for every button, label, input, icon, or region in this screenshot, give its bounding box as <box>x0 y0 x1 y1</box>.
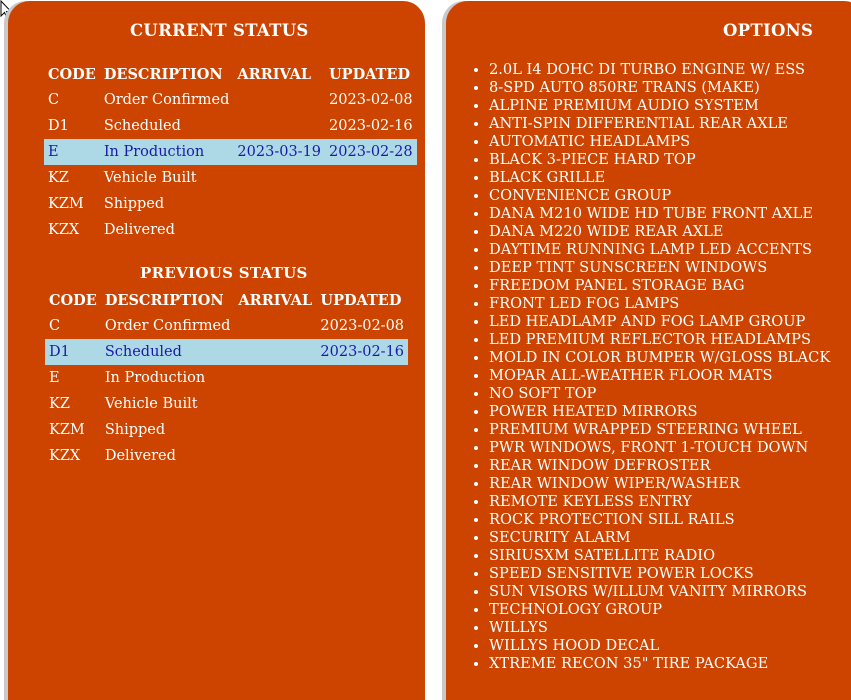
list-item: • FRONT LED FOG LAMPS <box>489 295 830 313</box>
cell-code: KZX <box>48 222 80 238</box>
list-item: • ANTI-SPIN DIFFERENTIAL REAR AXLE <box>489 115 830 133</box>
table-row[interactable] <box>44 165 417 191</box>
cell-updated: 2023-02-08 <box>320 318 405 334</box>
cell-arrival <box>234 417 316 443</box>
cell-code: D1 <box>48 118 69 134</box>
cell-arrival <box>234 391 316 417</box>
table-row-selected[interactable] <box>45 339 408 365</box>
table-row[interactable] <box>44 217 417 243</box>
cell-code: KZ <box>48 170 69 186</box>
cell-description: Vehicle Built <box>103 170 197 186</box>
list-item: • TECHNOLOGY GROUP <box>489 601 830 619</box>
cell-updated <box>316 443 408 469</box>
list-item: • DEEP TINT SUNSCREEN WINDOWS <box>489 259 830 277</box>
cell-description: Vehicle Built <box>104 396 198 412</box>
cell-updated <box>325 191 417 217</box>
cell-arrival <box>233 217 325 243</box>
list-item: • LED PREMIUM REFLECTOR HEADLAMPS <box>489 331 830 349</box>
cell-updated: 2023-02-28 <box>325 139 417 165</box>
cell-updated: 2023-02-16 <box>329 118 413 134</box>
status-panel <box>8 1 425 700</box>
cell-arrival <box>233 87 325 113</box>
list-item: • DAYTIME RUNNING LAMP LED ACCENTS <box>489 241 830 259</box>
cell-description: Scheduled <box>103 118 181 134</box>
cell-arrival <box>234 443 316 469</box>
list-item: • 8-SPD AUTO 850RE TRANS (MAKE) <box>489 79 830 97</box>
list-item: • XTREME RECON 35" TIRE PACKAGE <box>489 655 830 673</box>
cell-arrival <box>234 339 316 365</box>
list-item: • WILLYS <box>489 619 830 637</box>
list-item: • NO SOFT TOP <box>489 385 830 403</box>
table-row[interactable] <box>44 191 417 217</box>
cell-code: D1 <box>45 339 101 365</box>
cell-code: C <box>48 92 60 108</box>
table-row[interactable] <box>44 87 417 113</box>
list-item: • LED HEADLAMP AND FOG LAMP GROUP <box>489 313 830 331</box>
table-row[interactable] <box>45 391 408 417</box>
cell-description: Delivered <box>104 448 176 464</box>
cell-code: C <box>49 318 61 334</box>
previous-status-title: PREVIOUS STATUS <box>140 264 308 282</box>
header-description: DESCRIPTION <box>104 291 224 309</box>
cell-arrival <box>233 191 325 217</box>
header-updated: UPDATED <box>320 291 402 309</box>
cell-code: KZM <box>49 422 85 438</box>
cell-arrival <box>234 313 316 339</box>
cell-arrival: 2023-03-19 <box>233 139 325 165</box>
table-row[interactable] <box>44 113 417 139</box>
cell-code: E <box>44 139 100 165</box>
cell-arrival <box>233 165 325 191</box>
cell-updated <box>316 391 408 417</box>
table-row-selected[interactable] <box>44 139 417 165</box>
list-item: • AUTOMATIC HEADLAMPS <box>489 133 830 151</box>
list-item: • 2.0L I4 DOHC DI TURBO ENGINE W/ ESS <box>489 61 830 79</box>
table-row[interactable] <box>45 365 408 391</box>
table-header-row <box>44 61 417 87</box>
list-item: • DANA M210 WIDE HD TUBE FRONT AXLE <box>489 205 830 223</box>
cell-code: KZM <box>48 196 84 212</box>
table-row[interactable] <box>45 443 408 469</box>
list-item: • SPEED SENSITIVE POWER LOCKS <box>489 565 830 583</box>
cell-code: KZ <box>49 396 70 412</box>
cell-description: Shipped <box>103 196 165 212</box>
list-item: • REAR WINDOW WIPER/WASHER <box>489 475 830 493</box>
cell-description: Shipped <box>104 422 166 438</box>
cell-updated <box>316 417 408 443</box>
list-item: • SECURITY ALARM <box>489 529 830 547</box>
table-row[interactable] <box>45 417 408 443</box>
cell-description: Delivered <box>103 222 175 238</box>
list-item: • MOPAR ALL-WEATHER FLOOR MATS <box>489 367 830 385</box>
cell-description: Scheduled <box>101 339 235 365</box>
current-status-title: CURRENT STATUS <box>130 21 309 40</box>
header-code: CODE <box>48 65 96 83</box>
header-arrival: ARRIVAL <box>238 291 313 309</box>
table-header-row <box>45 287 408 313</box>
list-item: • PREMIUM WRAPPED STEERING WHEEL <box>489 421 830 439</box>
cell-arrival <box>234 365 316 391</box>
list-item: • PWR WINDOWS, FRONT 1-TOUCH DOWN <box>489 439 830 457</box>
header-updated: UPDATED <box>329 65 411 83</box>
cell-code: KZX <box>49 448 81 464</box>
cell-description: Order Confirmed <box>103 92 230 108</box>
list-item: • ALPINE PREMIUM AUDIO SYSTEM <box>489 97 830 115</box>
list-item: • MOLD IN COLOR BUMPER W/GLOSS BLACK <box>489 349 830 367</box>
cell-updated: 2023-02-08 <box>329 92 413 108</box>
options-list <box>473 61 830 673</box>
options-panel <box>446 1 851 700</box>
list-item: • WILLYS HOOD DECAL <box>489 637 830 655</box>
cell-updated <box>316 365 408 391</box>
list-item: • POWER HEATED MIRRORS <box>489 403 830 421</box>
header-arrival: ARRIVAL <box>237 65 312 83</box>
header-code: CODE <box>49 291 97 309</box>
current-status-table <box>44 61 417 243</box>
options-title: OPTIONS <box>723 21 814 40</box>
cell-description: In Production <box>100 139 234 165</box>
list-item: • REMOTE KEYLESS ENTRY <box>489 493 830 511</box>
list-item: • SUN VISORS W/ILLUM VANITY MIRRORS <box>489 583 830 601</box>
list-item: • FREEDOM PANEL STORAGE BAG <box>489 277 830 295</box>
list-item: • CONVENIENCE GROUP <box>489 187 830 205</box>
list-item: • BLACK GRILLE <box>489 169 830 187</box>
cell-description: In Production <box>104 370 206 386</box>
cell-updated <box>325 165 417 191</box>
cell-updated <box>325 217 417 243</box>
list-item: • BLACK 3-PIECE HARD TOP <box>489 151 830 169</box>
list-item: • ROCK PROTECTION SILL RAILS <box>489 511 830 529</box>
cell-code: E <box>49 370 60 386</box>
list-item: • SIRIUSXM SATELLITE RADIO <box>489 547 830 565</box>
cell-updated: 2023-02-16 <box>316 339 408 365</box>
list-item: • REAR WINDOW DEFROSTER <box>489 457 830 475</box>
table-row[interactable] <box>45 313 408 339</box>
cell-arrival <box>233 113 325 139</box>
list-item: • DANA M220 WIDE REAR AXLE <box>489 223 830 241</box>
cell-description: Order Confirmed <box>104 318 231 334</box>
header-description: DESCRIPTION <box>103 65 223 83</box>
previous-status-table <box>45 287 408 469</box>
